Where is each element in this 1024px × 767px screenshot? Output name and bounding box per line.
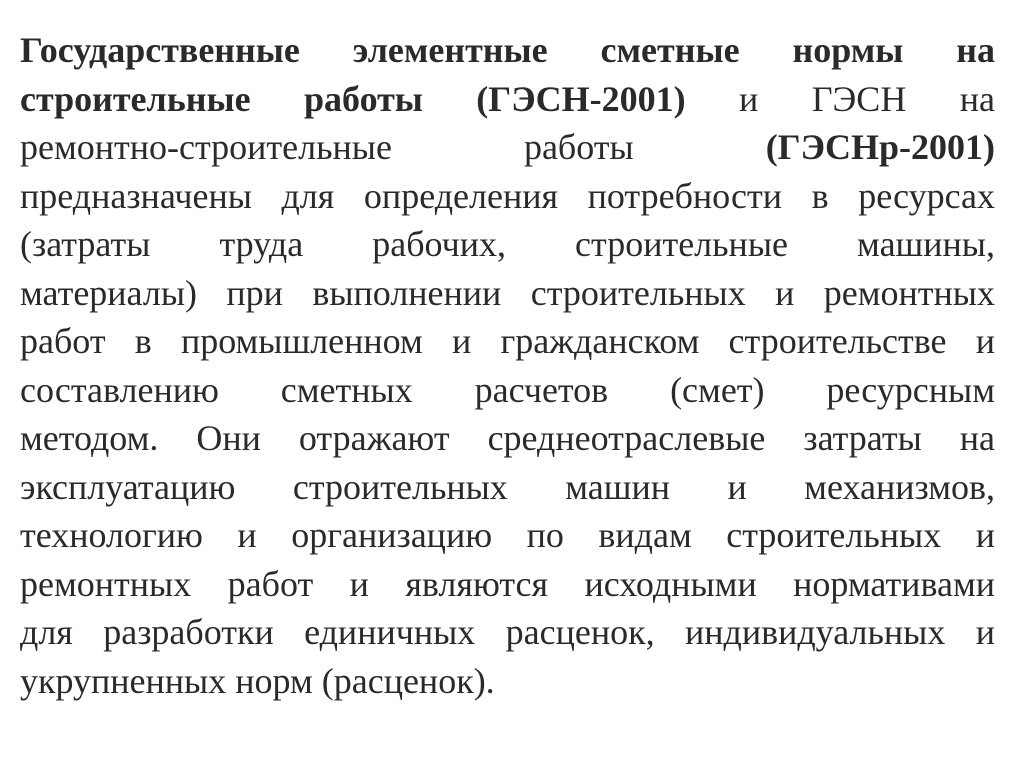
paragraph-line (20, 463, 995, 512)
paragraph-line (20, 608, 995, 657)
paragraph-line (20, 657, 995, 706)
text-segment: технологию и организацию по видам строительных и (20, 515, 995, 555)
paragraph-line (20, 317, 995, 366)
paragraph-line (20, 414, 995, 463)
paragraph-line (20, 220, 995, 269)
body-paragraph (20, 26, 995, 705)
paragraph-line (20, 172, 995, 221)
bold-text-segment: строительные работы (ГЭСН-2001) (20, 78, 686, 119)
text-segment: методом. Они отражают среднеотраслевые затраты на (20, 418, 995, 458)
text-segment: (затраты труда рабочих, строительные машины, (20, 224, 995, 264)
text-segment: материалы) при выполнении строительных и ремонтных (20, 272, 995, 313)
paragraph-line (20, 26, 995, 75)
paragraph-line (20, 75, 995, 124)
paragraph-line (20, 269, 995, 318)
paragraph-line (20, 123, 995, 172)
text-segment: работ в промышленном и гражданском строительстве и (20, 321, 995, 361)
paragraph-line (20, 560, 995, 609)
paragraph-line (20, 511, 995, 560)
text-segment: составлению сметных расчетов (смет) ресурсным (20, 369, 995, 410)
paragraph-line (20, 366, 995, 415)
text-segment: ремонтно-строительные работы (20, 127, 766, 167)
bold-text-segment: Государственные элементные сметные нормы на (20, 30, 995, 70)
bold-text-segment: (ГЭСНр-2001) (765, 127, 995, 167)
text-segment: укрупненных норм (расценок). (20, 660, 495, 701)
text-segment: ремонтных работ и являются исходными нормативами (20, 563, 995, 604)
text-segment: эксплуатацию строительных машин и механизмов, (20, 466, 995, 507)
text-segment: и ГЭСН на (685, 78, 995, 119)
text-segment: для разработки единичных расценок, индивидуальных и (20, 612, 995, 652)
text-segment: предназначены для определения потребности в ресурсах (20, 175, 995, 216)
